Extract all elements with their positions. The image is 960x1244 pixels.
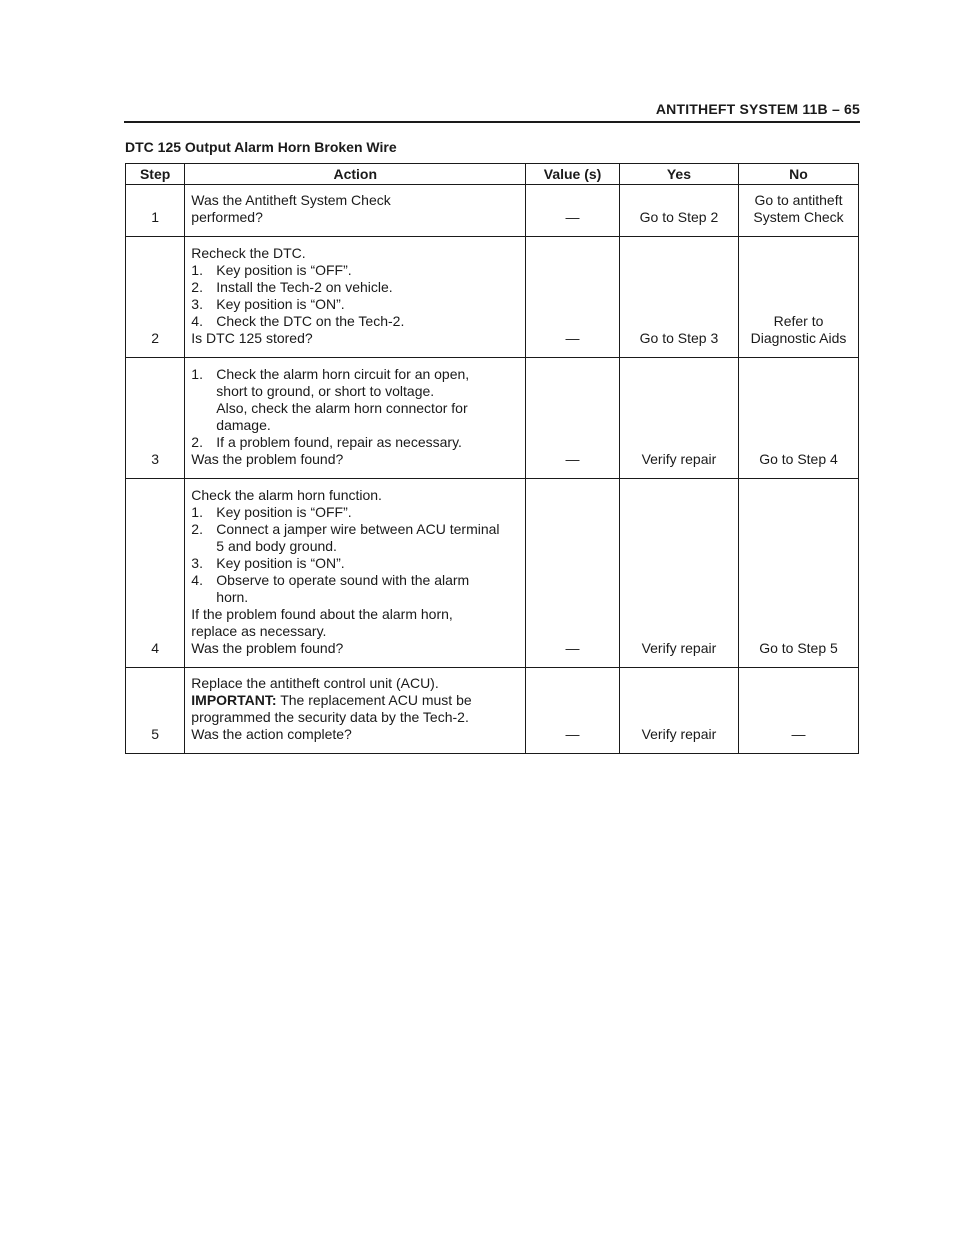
- action-line: performed?: [191, 209, 263, 225]
- value-cell: —: [526, 185, 620, 237]
- table-row: [126, 237, 859, 358]
- list-item: 4. Observe to operate sound with the alarm: [191, 572, 470, 588]
- no-cell: Go to Step 4: [739, 358, 859, 479]
- column-header-action: Action: [185, 164, 526, 185]
- action-question: Was the problem found?: [191, 640, 344, 656]
- yes-cell: Verify repair: [619, 479, 738, 668]
- column-header-no: No: [739, 164, 859, 185]
- action-question: Is DTC 125 stored?: [191, 330, 313, 346]
- list-item-continuation: damage.: [216, 417, 271, 433]
- important-note: IMPORTANT: The replacement ACU must be: [191, 692, 472, 708]
- action-question: Was the problem found?: [191, 451, 344, 467]
- action-cell: [185, 668, 526, 754]
- action-question: Was the action complete?: [191, 726, 352, 742]
- step-number: 2: [126, 237, 185, 358]
- column-header-value: Value (s): [526, 164, 620, 185]
- diagnostic-table: [125, 163, 859, 754]
- list-item: 1. Key position is “OFF”.: [191, 262, 352, 278]
- action-line: programmed the security data by the Tech-2.: [191, 709, 469, 725]
- list-item: 2. Install the Tech-2 on vehicle.: [191, 279, 393, 295]
- value-cell: —: [526, 479, 620, 668]
- step-number: 4: [126, 479, 185, 668]
- action-cell: [185, 479, 526, 668]
- important-label: IMPORTANT:: [191, 692, 277, 708]
- no-line: Diagnostic Aids: [750, 330, 847, 346]
- step-number: 5: [126, 668, 185, 754]
- value-cell: —: [526, 668, 620, 754]
- yes-cell: Go to Step 3: [619, 237, 738, 358]
- table-row: [126, 185, 859, 237]
- value-cell: —: [526, 358, 620, 479]
- list-item: 2. If a problem found, repair as necessary.: [191, 434, 462, 450]
- step-number: 1: [126, 185, 185, 237]
- list-item-continuation: short to ground, or short to voltage.: [216, 383, 435, 399]
- step-number: 3: [126, 358, 185, 479]
- action-cell: [185, 185, 526, 237]
- list-item: 2. Connect a jamper wire between ACU terminal: [191, 521, 500, 537]
- list-item-continuation: horn.: [216, 589, 249, 605]
- no-cell: [739, 185, 859, 237]
- list-item-continuation: 5 and body ground.: [216, 538, 337, 554]
- page-header: [124, 101, 860, 123]
- section-header: ANTITHEFT SYSTEM 11B – 65: [655, 101, 860, 117]
- action-line: Replace the antitheft control unit (ACU).: [191, 675, 439, 691]
- list-item: 1. Key position is “OFF”.: [191, 504, 352, 520]
- action-cell: [185, 358, 526, 479]
- yes-cell: Verify repair: [619, 668, 738, 754]
- table-header-row: [126, 164, 859, 185]
- no-line: Go to antitheft: [754, 192, 843, 208]
- no-line: Refer to: [773, 313, 824, 329]
- yes-cell: Go to Step 2: [619, 185, 738, 237]
- column-header-yes: Yes: [619, 164, 738, 185]
- list-item: 4. Check the DTC on the Tech-2.: [191, 313, 405, 329]
- list-item-continuation: Also, check the alarm horn connector for: [216, 400, 468, 416]
- list-item: 3. Key position is “ON”.: [191, 296, 345, 312]
- page-title: DTC 125 Output Alarm Horn Broken Wire: [125, 139, 397, 155]
- action-intro: Recheck the DTC.: [191, 245, 306, 261]
- action-line: Was the Antitheft System Check: [191, 192, 391, 208]
- action-intro: Check the alarm horn function.: [191, 487, 382, 503]
- list-item: 1. Check the alarm horn circuit for an open,: [191, 366, 470, 382]
- action-note: If the problem found about the alarm horn,: [191, 606, 453, 622]
- action-cell: [185, 237, 526, 358]
- table-row: [126, 479, 859, 668]
- action-note: replace as necessary.: [191, 623, 327, 639]
- no-line: System Check: [753, 209, 844, 225]
- value-cell: —: [526, 237, 620, 358]
- yes-cell: Verify repair: [619, 358, 738, 479]
- column-header-step: Step: [126, 164, 185, 185]
- no-cell: [739, 237, 859, 358]
- no-cell: Go to Step 5: [739, 479, 859, 668]
- table-row: [126, 668, 859, 754]
- no-cell: —: [739, 668, 859, 754]
- table-row: [126, 358, 859, 479]
- list-item: 3. Key position is “ON”.: [191, 555, 345, 571]
